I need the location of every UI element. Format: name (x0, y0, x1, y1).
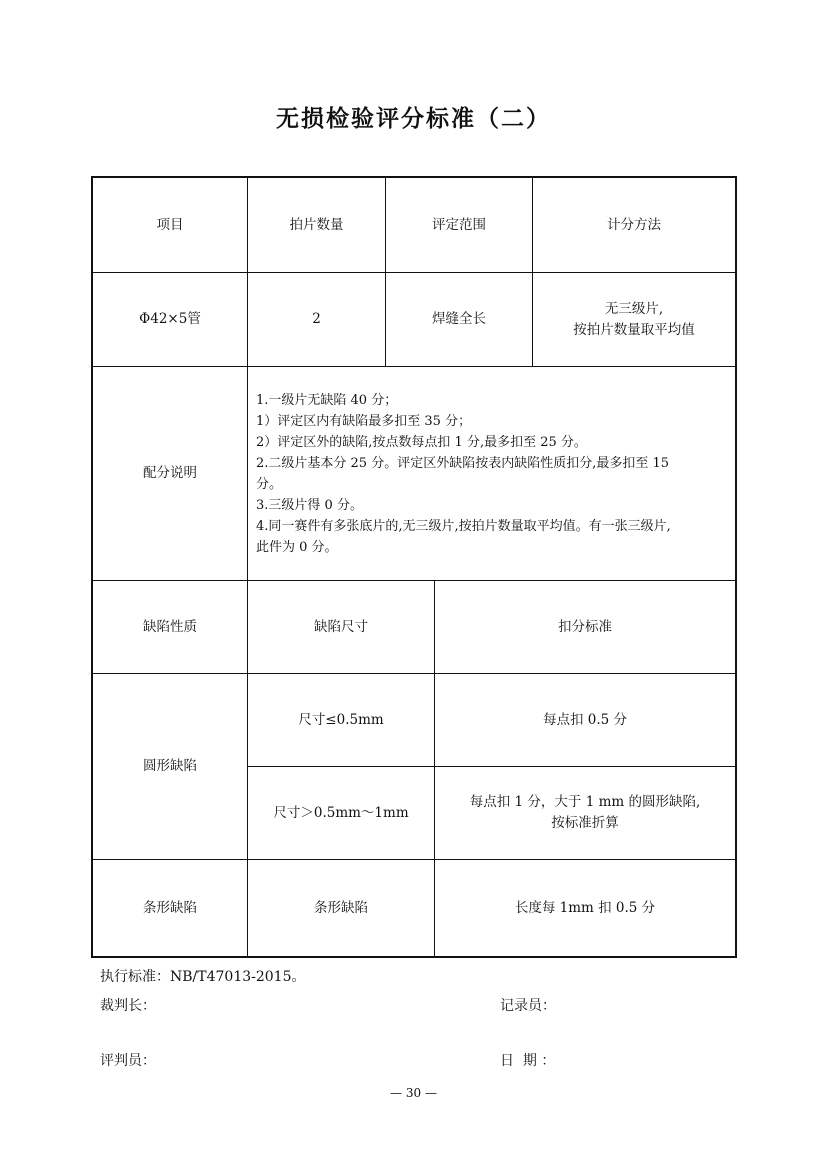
strip-defect-label: 条形缺陷 (93, 860, 248, 956)
scoring-note-line: 2.二级片基本分 25 分。评定区外缺陷按表内缺陷性质扣分,最多扣至 15 (256, 455, 670, 471)
header-item: 项目 (93, 178, 248, 273)
scoring-table (91, 176, 737, 958)
round-defect-deduct2-line1: 每点扣 1 分，大于 1 mm 的圆形缺陷, (469, 794, 701, 810)
date-label: 日 期 ： (500, 1053, 556, 1069)
row1-method (533, 273, 735, 367)
scoring-note-line: 4.同一赛件有多张底片的,无三级片,按拍片数量取平均值。有一张三级片, (256, 518, 671, 534)
round-defect-size2: 尺寸＞0.5mm～1mm (248, 767, 435, 860)
row1-item: Φ42×5管 (93, 273, 248, 367)
strip-defect-deduction: 长度每 1mm 扣 0.5 分 (514, 899, 656, 916)
defect-header-deduction: 扣分标准 (435, 581, 735, 674)
page-number: — 30 — (390, 1086, 437, 1100)
page-title: 无损检验评分标准（二） (276, 106, 551, 132)
row1-range: 焊缝全长 (386, 273, 533, 367)
chief-judge-label: 裁判长： (100, 998, 156, 1014)
execution-standard: 执行标准：NB/T47013-2015。 (100, 969, 306, 985)
row1-method-line2: 按拍片数量取平均值 (573, 321, 695, 338)
row1-method-line1: 无三级片, (604, 300, 664, 317)
strip-defect-size: 条形缺陷 (248, 860, 435, 956)
judge-label: 评判员： (100, 1053, 156, 1069)
round-defect-deduct2-line2: 按标准折算 (551, 815, 619, 831)
header-count: 拍片数量 (248, 178, 386, 273)
scoring-note-line: 分。 (256, 476, 283, 492)
scoring-label: 配分说明 (93, 367, 248, 581)
header-range: 评定范围 (386, 178, 533, 273)
scoring-note-line: 1）评定区内有缺陷最多扣至 35 分； (256, 413, 472, 429)
round-defect-deduct2 (435, 767, 735, 860)
recorder-label: 记录员： (500, 998, 556, 1014)
round-defect-label: 圆形缺陷 (93, 674, 248, 860)
defect-header-nature: 缺陷性质 (93, 581, 248, 674)
scoring-note-line: 1.一级片无缺陷 40 分； (256, 392, 398, 408)
round-defect-deduct1: 每点扣 0.5 分 (435, 674, 735, 767)
defect-header-size: 缺陷尺寸 (248, 581, 435, 674)
scoring-note-line: 3.三级片得 0 分。 (256, 497, 363, 513)
row1-count: 2 (248, 273, 386, 367)
scoring-note-line: 此件为 0 分。 (256, 539, 338, 555)
round-defect-size1: 尺寸≤0.5mm (248, 674, 435, 767)
header-method: 计分方法 (533, 178, 735, 273)
scoring-note-line: 2）评定区外的缺陷,按点数每点扣 1 分,最多扣至 25 分。 (256, 434, 587, 450)
scoring-notes (248, 367, 735, 581)
